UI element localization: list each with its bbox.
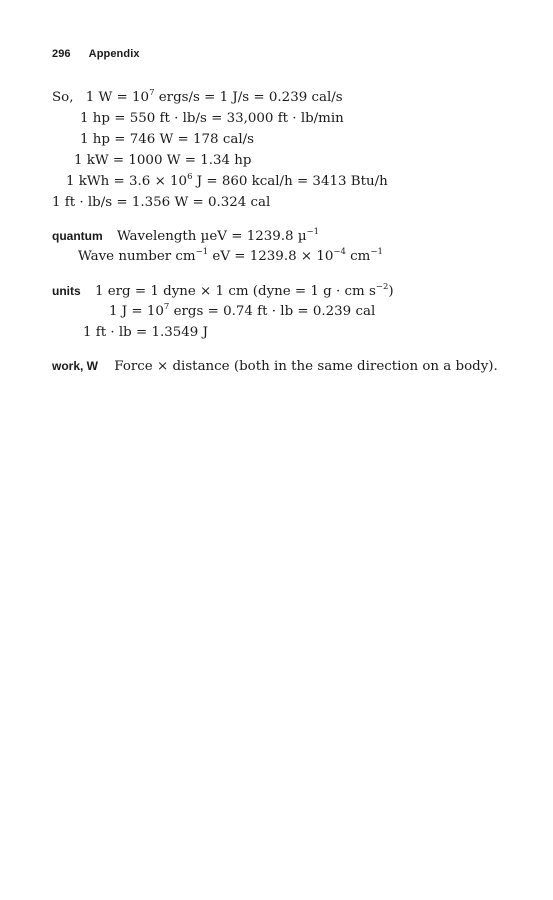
power-line-2: 1 hp = 550 ft · lb/s = 33,000 ft · lb/min	[80, 111, 344, 126]
exponent: −4	[333, 247, 346, 257]
definition-text: Force × distance (both in the same direction on a body).	[114, 359, 498, 374]
exponent: −2	[375, 282, 389, 292]
quantum-entry-line-2	[78, 249, 383, 265]
power-line-6: 1 ft · lb/s = 1.356 W = 0.324 cal	[52, 195, 271, 210]
exponent: 6	[187, 172, 193, 182]
eq-text: )	[388, 284, 394, 299]
glossary-term: work, W	[52, 359, 99, 373]
power-line-3: 1 hp = 746 W = 178 cal/s	[80, 132, 254, 147]
eq-text: J = 860 kcal/h = 3413 Btu/h	[192, 174, 388, 189]
eq-text: ergs = 0.74 ft · lb = 0.239 cal	[169, 304, 376, 319]
quantum-entry-line-1	[52, 228, 319, 245]
eq-text: 1 W = 10	[85, 90, 150, 105]
exponent: 7	[163, 302, 170, 312]
eq-text: ergs/s = 1 J/s = 0.239 cal/s	[154, 90, 343, 105]
exponent: −1	[306, 227, 320, 237]
so-prefix: So,	[52, 90, 74, 105]
eq-text: Wave number cm	[78, 249, 196, 264]
page-number: 296	[52, 48, 71, 60]
units-entry-line-2	[109, 304, 375, 320]
eq-text: 1 J = 10	[109, 304, 164, 319]
units-entry-line-3: 1 ft · lb = 1.3549 J	[83, 325, 208, 340]
glossary-term: quantum	[52, 229, 103, 243]
work-entry	[52, 358, 498, 375]
eq-text: 1 erg = 1 dyne × 1 cm (dyne = 1 g · cm s	[94, 284, 376, 299]
power-line-4: 1 kW = 1000 W = 1.34 hp	[74, 153, 252, 168]
running-header	[52, 48, 140, 60]
glossary-term: units	[52, 284, 81, 298]
eq-text: 1 kWh = 3.6 × 10	[66, 174, 188, 189]
power-line-5	[66, 174, 388, 190]
eq-text: eV = 1239.8 × 10	[208, 249, 334, 264]
exponent: 7	[149, 88, 155, 98]
section-title: Appendix	[88, 48, 140, 60]
power-line-1	[52, 90, 343, 106]
eq-text: cm	[345, 249, 371, 264]
exponent: −1	[195, 247, 209, 257]
units-entry-line-1	[52, 283, 394, 300]
exponent: −1	[370, 247, 383, 257]
eq-text: Wavelength µeV = 1239.8 µ	[116, 229, 307, 244]
